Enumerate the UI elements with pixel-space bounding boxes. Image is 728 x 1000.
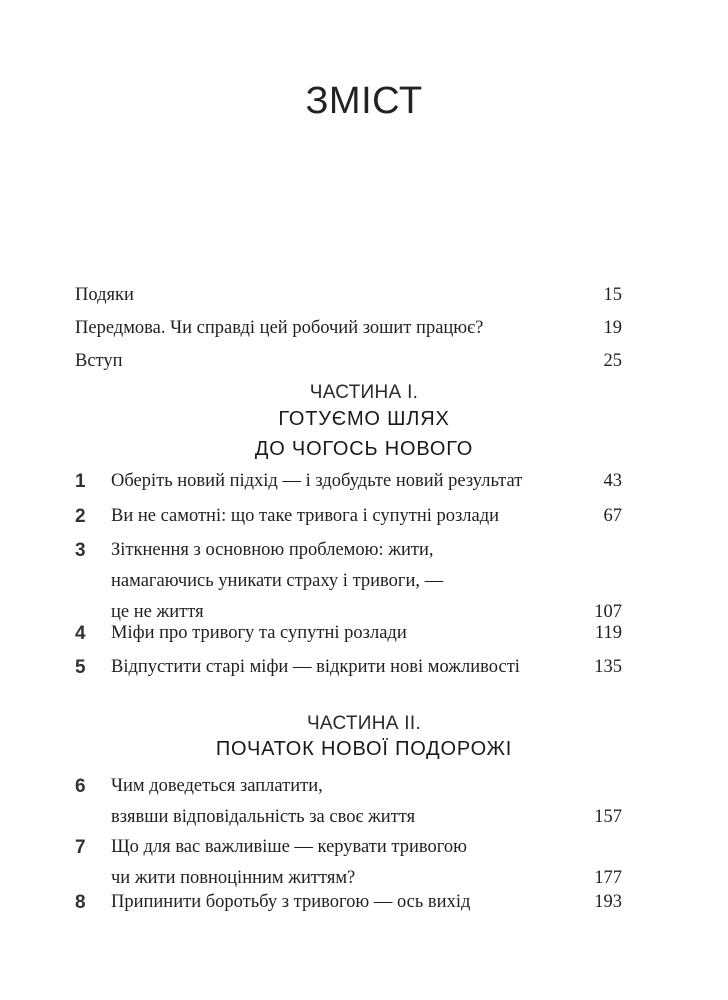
chapter-title-line: Ви не самотні: що таке тривога і супутні розлади <box>111 506 500 526</box>
page-number: 119 <box>594 623 622 643</box>
toc-chapter-8[interactable] <box>75 887 622 918</box>
chapter-number: 1 <box>75 471 86 492</box>
chapter-number: 7 <box>75 837 86 858</box>
toc-entry-introduction[interactable] <box>75 346 622 377</box>
chapter-title-line: взявши відповідальність за своє життя <box>111 807 416 827</box>
chapter-number: 5 <box>75 657 86 678</box>
toc-entry-acknowledgements[interactable] <box>75 280 622 311</box>
part-label: ЧАСТИНА І. <box>309 382 419 403</box>
toc-chapter-3[interactable] <box>75 535 622 628</box>
chapter-number: 2 <box>75 506 86 527</box>
chapter-title-line: намагаючись уникати страху і тривоги, — <box>111 571 444 591</box>
chapter-number: 3 <box>75 540 86 561</box>
page-number: 135 <box>594 657 622 677</box>
toc-chapter-1[interactable] <box>75 466 622 497</box>
chapter-title-line: Відпустити старі міфи — відкрити нові можливості <box>111 657 520 677</box>
chapter-title-line: Припинити боротьбу з тривогою — ось вихід <box>111 892 471 912</box>
part-title <box>0 404 728 464</box>
part-title-line: ГОТУЄМО ШЛЯХ <box>278 408 450 430</box>
chapter-title-line: це не життя <box>111 602 204 622</box>
page-number: 107 <box>594 602 622 622</box>
page-title: ЗМІСТ <box>305 80 423 122</box>
page-number: 15 <box>603 285 622 305</box>
toc-chapter-2[interactable] <box>75 501 622 532</box>
page-number: 43 <box>603 471 622 491</box>
toc-chapter-5[interactable] <box>75 652 622 683</box>
page-number: 157 <box>594 807 622 827</box>
chapter-number: 8 <box>75 892 86 913</box>
page-number: 177 <box>594 868 622 888</box>
entry-label: Вступ <box>75 351 123 371</box>
entry-label: Подяки <box>75 285 134 305</box>
toc-entry-preface[interactable] <box>75 313 622 344</box>
toc-chapter-6[interactable] <box>75 771 622 833</box>
chapter-title-line: Міфи про тривогу та супутні розлади <box>111 623 407 643</box>
chapter-title-line: Чим доведеться заплатити, <box>111 776 323 796</box>
page-number: 25 <box>603 351 622 371</box>
toc-chapter-7[interactable] <box>75 832 622 894</box>
chapter-title-line: Зіткнення з основною проблемою: жити, <box>111 540 434 560</box>
part-title-line: ДО ЧОГОСЬ НОВОГО <box>254 438 474 460</box>
chapter-number: 6 <box>75 776 86 797</box>
part-title <box>0 734 728 764</box>
chapter-title-line: Оберіть новий підхід — і здобудьте новий результат <box>111 471 523 491</box>
chapter-title-line: Що для вас важливіше — керувати тривогою <box>111 837 467 857</box>
part-title-line: ПОЧАТОК НОВОЇ ПОДОРОЖІ <box>215 738 513 760</box>
entry-label: Передмова. Чи справді цей робочий зошит працює? <box>75 318 484 338</box>
chapter-title-line: чи жити повноцінним життям? <box>111 868 356 888</box>
chapter-number: 4 <box>75 623 86 644</box>
page-number: 67 <box>603 506 622 526</box>
part-label: ЧАСТИНА ІІ. <box>306 713 422 734</box>
toc-chapter-4[interactable] <box>75 618 622 649</box>
page-number: 19 <box>603 318 622 338</box>
page-number: 193 <box>594 892 622 912</box>
